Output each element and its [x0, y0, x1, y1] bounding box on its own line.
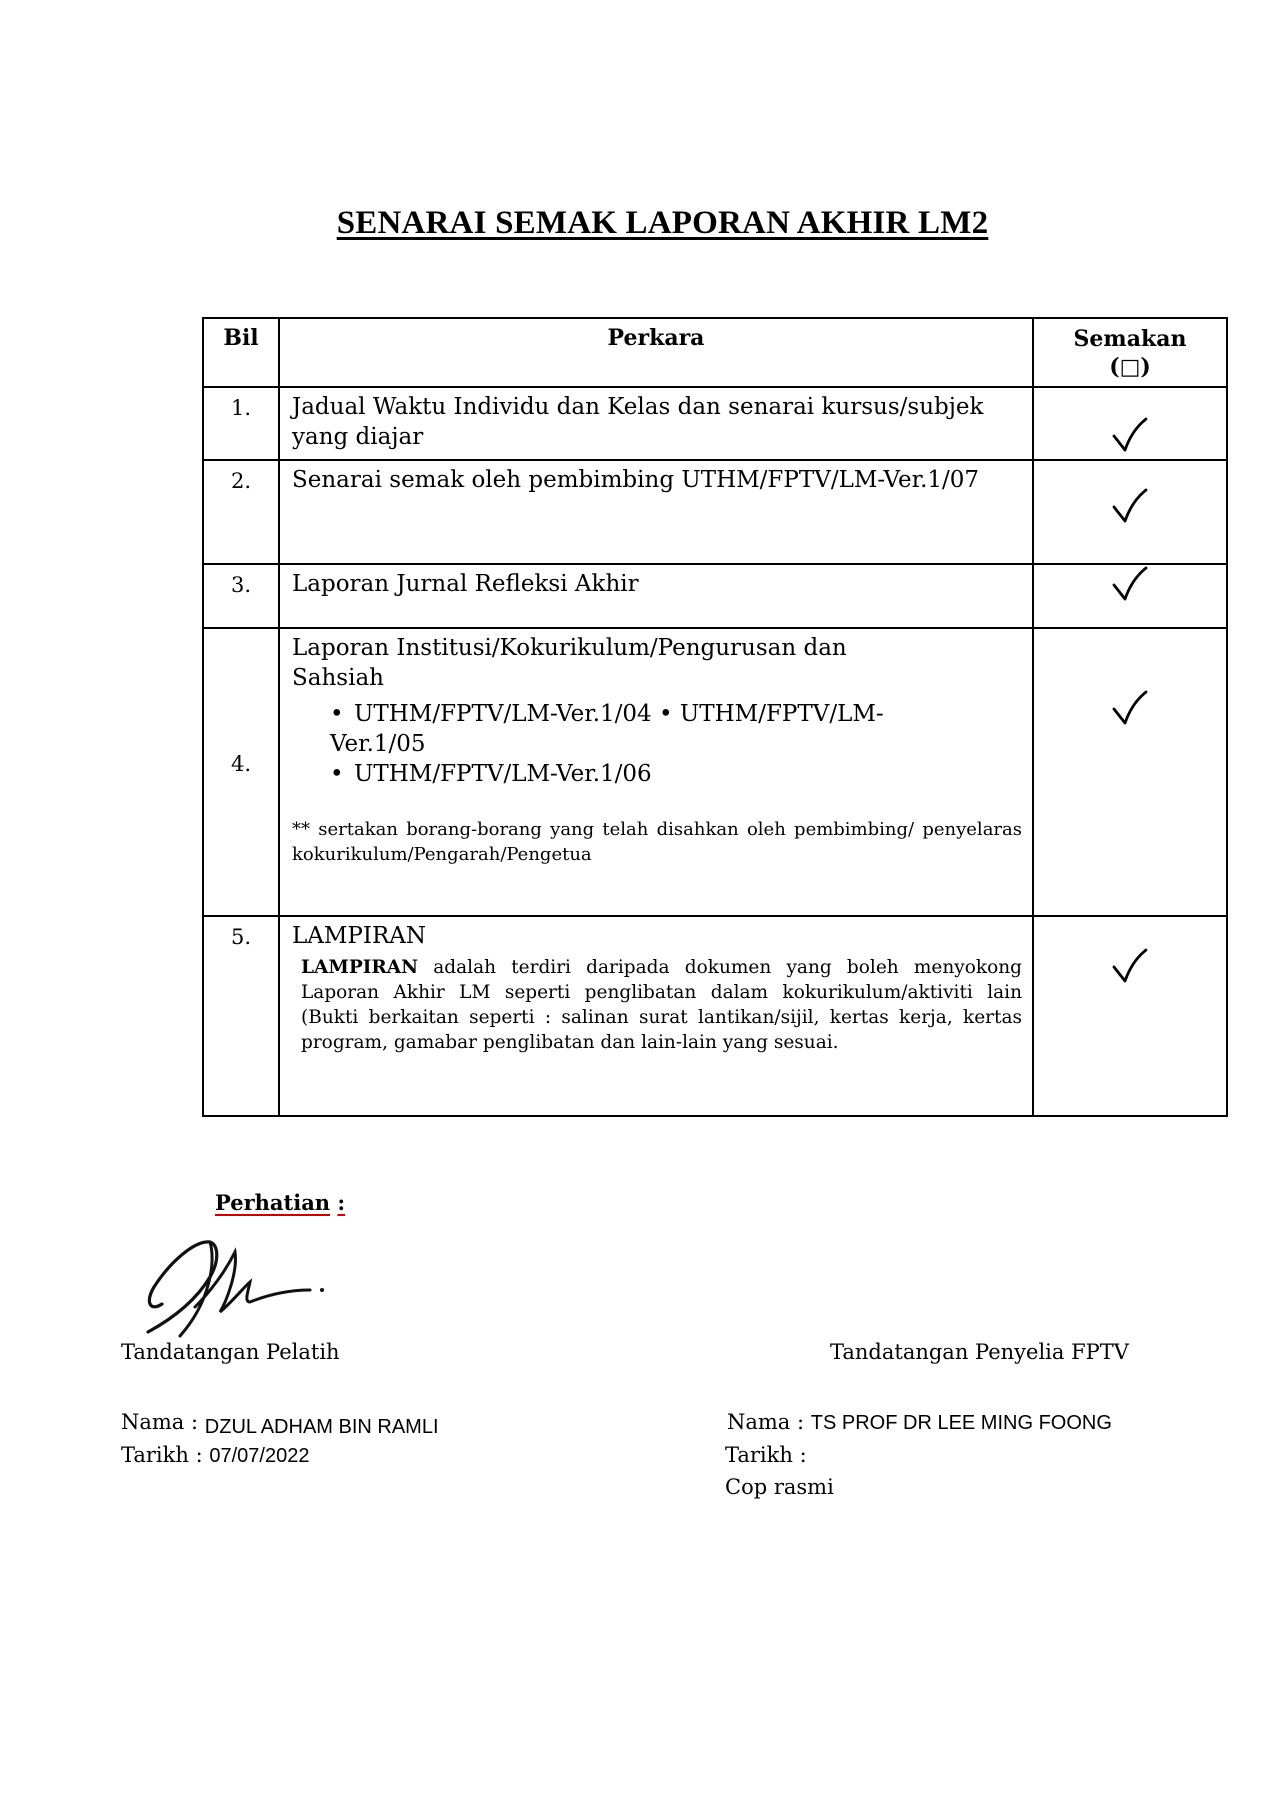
header-bil: Bil: [203, 318, 279, 387]
checklist-table: [202, 317, 1228, 1117]
check-icon: [1110, 416, 1150, 456]
header-semakan-symbol: (□): [1109, 354, 1151, 380]
row-perkara-line1: Laporan Institusi/Kokurikulum/Pengurusan dan: [292, 635, 847, 661]
row-semakan: [1033, 916, 1227, 1116]
row-bil-number: 4.: [230, 752, 252, 776]
row-lampiran-description: [301, 955, 1022, 1055]
supervisor-name-value: TS PROF DR LEE MING FOONG: [810, 1412, 1112, 1434]
row-perkara-heading: LAMPIRAN: [292, 923, 427, 949]
header-semakan-label: Semakan: [1073, 326, 1187, 352]
supervisor-name-row: [727, 1410, 1112, 1435]
row-perkara: Laporan Jurnal Refleksi Akhir: [279, 564, 1033, 628]
form-list: [292, 699, 1022, 789]
perhatian-label: Perhatian: [215, 1190, 331, 1215]
trainee-name-value: DZUL ADHAM BIN RAMLI: [204, 1416, 439, 1438]
row-semakan: [1033, 564, 1227, 628]
row-perkara: [279, 628, 1033, 916]
lampiran-bold: LAMPIRAN: [301, 957, 419, 978]
table-row: [203, 564, 1227, 628]
row-perkara: Senarai semak oleh pembimbing UTHM/FPTV/LM-Ver.1/07: [279, 460, 1033, 564]
table-row: [203, 387, 1227, 460]
bullet-glyph: •: [330, 701, 344, 727]
header-semakan: [1033, 318, 1227, 387]
supervisor-name-label: Nama :: [727, 1410, 805, 1434]
row-bil: 1.: [203, 387, 279, 460]
supervisor-signature-label: Tandatangan Penyelia FPTV: [830, 1340, 1129, 1364]
row-bil: 2.: [203, 460, 279, 564]
check-icon: [1110, 947, 1150, 987]
trainee-signature-label: Tandatangan Pelatih: [121, 1340, 340, 1364]
trainee-name-row: [121, 1410, 439, 1438]
row-perkara: Jadual Waktu Individu dan Kelas dan senarai kursus/subjek yang diajar: [279, 387, 1033, 460]
signature-image: [140, 1232, 340, 1342]
perhatian-colon: :: [337, 1190, 346, 1215]
document-title: SENARAI SEMAK LAPORAN AKHIR LM2: [336, 205, 989, 241]
trainee-date-label: Tarikh :: [121, 1443, 203, 1467]
row-semakan: [1033, 460, 1227, 564]
trainee-date-value: 07/07/2022: [209, 1445, 310, 1467]
table-row: [203, 916, 1227, 1116]
row-semakan: [1033, 628, 1227, 916]
row-semakan: [1033, 387, 1227, 460]
list-item-text: UTHM/FPTV/LM-Ver.1/04 • UTHM/FPTV/LM-: [354, 701, 884, 727]
table-row: [203, 460, 1227, 564]
list-item-text: UTHM/FPTV/LM-Ver.1/06: [354, 761, 652, 787]
row-bil: [203, 628, 279, 916]
official-stamp-label: Cop rasmi: [725, 1475, 834, 1499]
table-header-row: [203, 318, 1227, 387]
perhatian-heading: [215, 1190, 345, 1215]
trainee-name-label: Nama :: [121, 1410, 199, 1434]
row-perkara-line2: Sahsiah: [292, 665, 384, 691]
list-item-cont: Ver.1/05: [330, 731, 426, 757]
supervisor-date-label: Tarikh :: [725, 1443, 807, 1467]
row-bil: 3.: [203, 564, 279, 628]
row-bil: 5.: [203, 916, 279, 1116]
trainee-date-row: [121, 1443, 309, 1468]
bullet-glyph: •: [330, 761, 344, 787]
list-item: [292, 759, 1022, 789]
check-icon: [1110, 565, 1150, 605]
header-perkara: Perkara: [279, 318, 1033, 387]
check-icon: [1110, 689, 1150, 729]
check-icon: [1110, 487, 1150, 527]
table-row: [203, 628, 1227, 916]
list-item: [292, 699, 1022, 729]
lampiran-text: adalah terdiri daripada dokumen yang boleh menyokong Laporan Akhir LM seperti penglibatan dalam kokurikulum/aktiviti lain (Bukti berkaitan seperti : salinan surat lantikan/sijil, kertas kerja, kertas program, gamabar penglibatan dan lain-lain yang sesuai.: [301, 957, 1022, 1053]
row-perkara: [279, 916, 1033, 1116]
row-note: ** sertakan borang-borang yang telah disahkan oleh pembimbing/ penyelaras kokurikulum/Pengarah/Pengetua: [292, 819, 1022, 865]
